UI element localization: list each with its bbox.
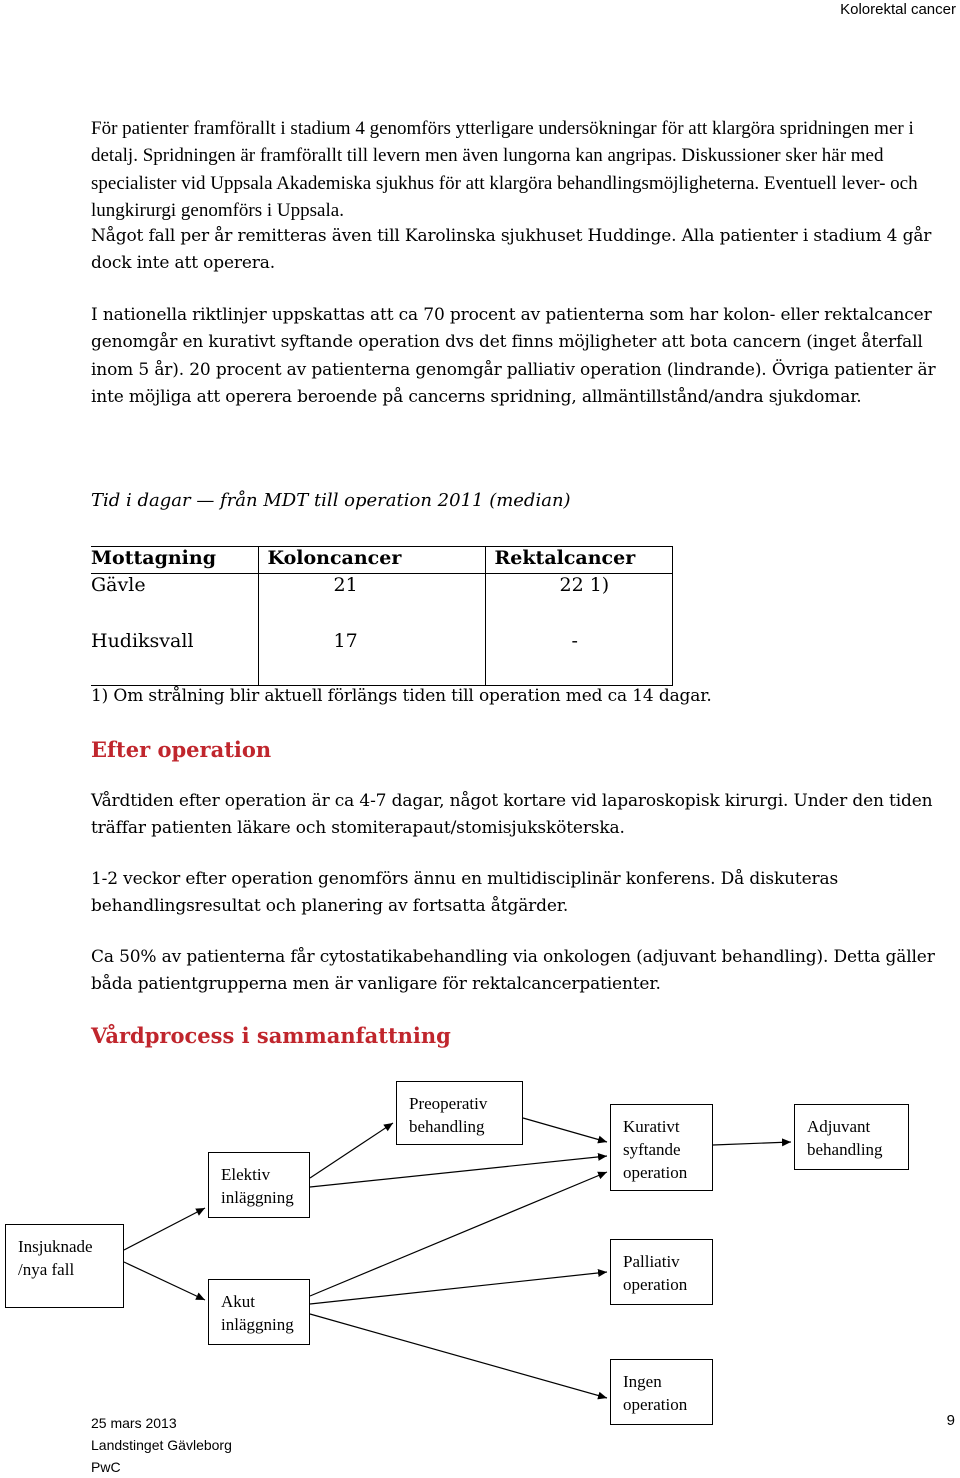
arrow-elektiv-kurativt [310, 1156, 607, 1187]
arrow-akut-ingen [310, 1314, 607, 1398]
paragraph-guidelines: I nationella riktlinjer uppskattas att ca 70 procent av patienterna som har kolon- eller rektalcancer genomgår en kurativt syftande operation dvs det finns möjligheter att bota cancern (inget återfall inom 5 år). 20 procent av patienterna genomgår palliativ operation (lindrande). Övriga patienter är inte möjliga att operera beroende på cancerns spridning, allmäntillstånd/andra sjukdomar. [91, 305, 936, 407]
box-preoperativ: Preoperativ behandling [396, 1081, 523, 1145]
paragraph-stage4: För patienter framförallt i stadium 4 genomförs ytterligare undersökningar för att klargöra spridningen mer i detalj. Spridningen är framförallt till levern men även lungorna kan angripas. Diskussioner sker här med specialister vid Uppsala Akademiska sjukhus för att klargöra behandlingsmöjligheterna. Eventuell lever- och lungkirurgi genomförs i Uppsala. [91, 118, 918, 221]
footer-date: 25 mars 2013 [91, 1415, 177, 1431]
footer-org: Landstinget Gävleborg [91, 1437, 232, 1453]
column-header-mottagning: Mottagning [91, 547, 258, 574]
box-akut: Akut inläggning [208, 1279, 310, 1345]
table-cell: - [485, 630, 672, 686]
arrow-insjuknade-akut [124, 1262, 205, 1300]
footer-company: PwC [91, 1459, 121, 1475]
heading-after-operation: Efter operation [91, 737, 272, 762]
table-cell: 17 [258, 630, 485, 686]
paragraph-care-time: Vårdtiden efter operation är ca 4-7 dagar, något kortare vid laparoskopisk kirurgi. Under den tiden träffar patienten läkare och stomiterapaut/stomisjuksköterska. [91, 791, 933, 839]
paragraph-conference: 1-2 veckor efter operation genomförs ännu en multidisciplinär konferens. Då diskuteras behandlingsresultat och planering av fortsatta åtgärder. [91, 869, 839, 917]
box-kurativt: Kurativt syftande operation [610, 1104, 713, 1191]
arrow-insjuknade-elektiv [124, 1208, 205, 1250]
paragraph-cytostatics: Ca 50% av patienterna får cytostatikabehandling via onkologen (adjuvant behandling). Detta gäller båda patientgrupperna men är vanligare för rektalcancerpatienter. [91, 947, 935, 995]
page-number: 9 [946, 1412, 955, 1429]
box-palliativ: Palliativ operation [610, 1239, 713, 1305]
page-footer [91, 1412, 232, 1478]
table-cell: 22 1) [485, 574, 672, 630]
box-ingen: Ingen operation [610, 1359, 713, 1425]
box-elektiv: Elektiv inläggning [208, 1152, 310, 1218]
table-cell: Hudiksvall [91, 630, 258, 686]
table-footnote: 1) Om strålning blir aktuell förlängs tiden till operation med ca 14 dagar. [91, 686, 712, 706]
table-cell: Gävle [91, 574, 146, 596]
column-header-rektalcancer: Rektalcancer [485, 547, 672, 574]
table-heading: Tid i dagar — från MDT till operation 2011 (median) [91, 490, 571, 511]
arrow-elektiv-preoperativ [310, 1123, 393, 1178]
table-cell: 21 [258, 574, 485, 630]
heading-process-summary: Vårdprocess i sammanfattning [91, 1023, 451, 1048]
paragraph-huddinge: Något fall per år remitteras även till Karolinska sjukhuset Huddinge. Alla patienter i stadium 4 går dock inte att operera. [91, 226, 932, 274]
column-header-koloncancer: Koloncancer [258, 547, 485, 574]
box-insjuknade: Insjuknade /nya fall [5, 1224, 124, 1308]
arrow-preoperativ-kurativt [523, 1118, 607, 1142]
running-header: Kolorektal cancer [840, 1, 956, 18]
box-adjuvant: Adjuvant behandling [794, 1104, 909, 1170]
arrow-kurativt-adjuvant [713, 1142, 791, 1145]
